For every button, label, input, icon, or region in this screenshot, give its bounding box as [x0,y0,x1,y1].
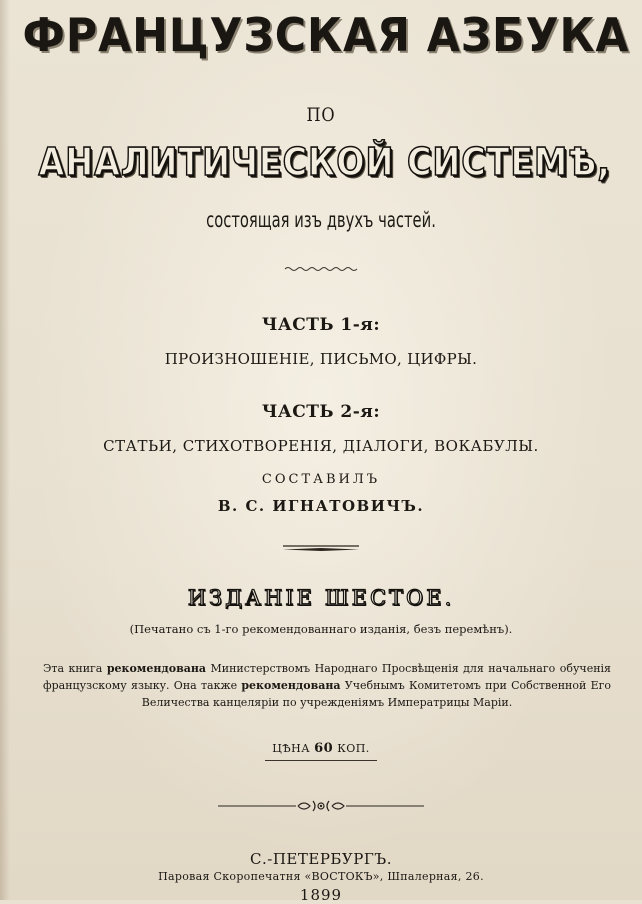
imprint-city: С.-ПЕТЕРБУРГЪ. [250,850,392,868]
imprint-year: 1899 [299,886,343,904]
parts-note: состоящая изъ двухъ частей. [206,208,436,232]
compiled-by-label: СОСТАВИЛЪ [261,472,381,487]
part2-heading: ЧАСТЬ 2-я: [261,402,381,422]
part1-heading: ЧАСТЬ 1-я: [261,315,381,335]
imprint-press: Паровая Скоропечатня «ВОСТОКЪ», Шпалерная, 26. [158,870,484,883]
edition-title: ИЗДАНІЕ ШЕСТОЕ. [187,586,455,610]
price-amount: 60 [314,741,334,756]
double-rule-divider-icon [283,544,359,552]
price-label: ЦѢНА [272,742,311,755]
part1-contents: ПРОИЗНОШЕНІЕ, ПИСЬМО, ЦИФРЫ. [164,350,478,368]
fleuron-ornament-icon [218,797,424,815]
book-title: ФРАНЦУЗСКАЯ АЗБУКА [22,8,630,62]
recommendation-text: Эта книга рекомендована Министерствомъ Народнаго Просвѣщенія для начальнаго обученія французскому языку. Она также рекомендована Учебнымъ Комитетомъ при Собственной Его Величества канцеляріи по учрежденіямъ Императрицы Маріи. [43,662,611,709]
price-underline [265,760,377,761]
wavy-divider-icon [284,265,358,273]
price-unit: КОП. [337,742,370,755]
part2-contents: СТАТЬИ, СТИХОТВОРЕНІЯ, ДІАЛОГИ, ВОКАБУЛЫ. [103,437,539,455]
book-subtitle: АНАЛИТИЧЕСКОЙ СИСТЕМѢ, [38,140,611,184]
edition-note: (Печатано съ 1-го рекомендованнаго изданія, безъ перемѣнъ). [129,622,513,636]
title-preposition: ПО [306,104,336,126]
price [0,741,642,756]
author-name: В. С. ИГНАТОВИЧЪ. [217,497,425,515]
